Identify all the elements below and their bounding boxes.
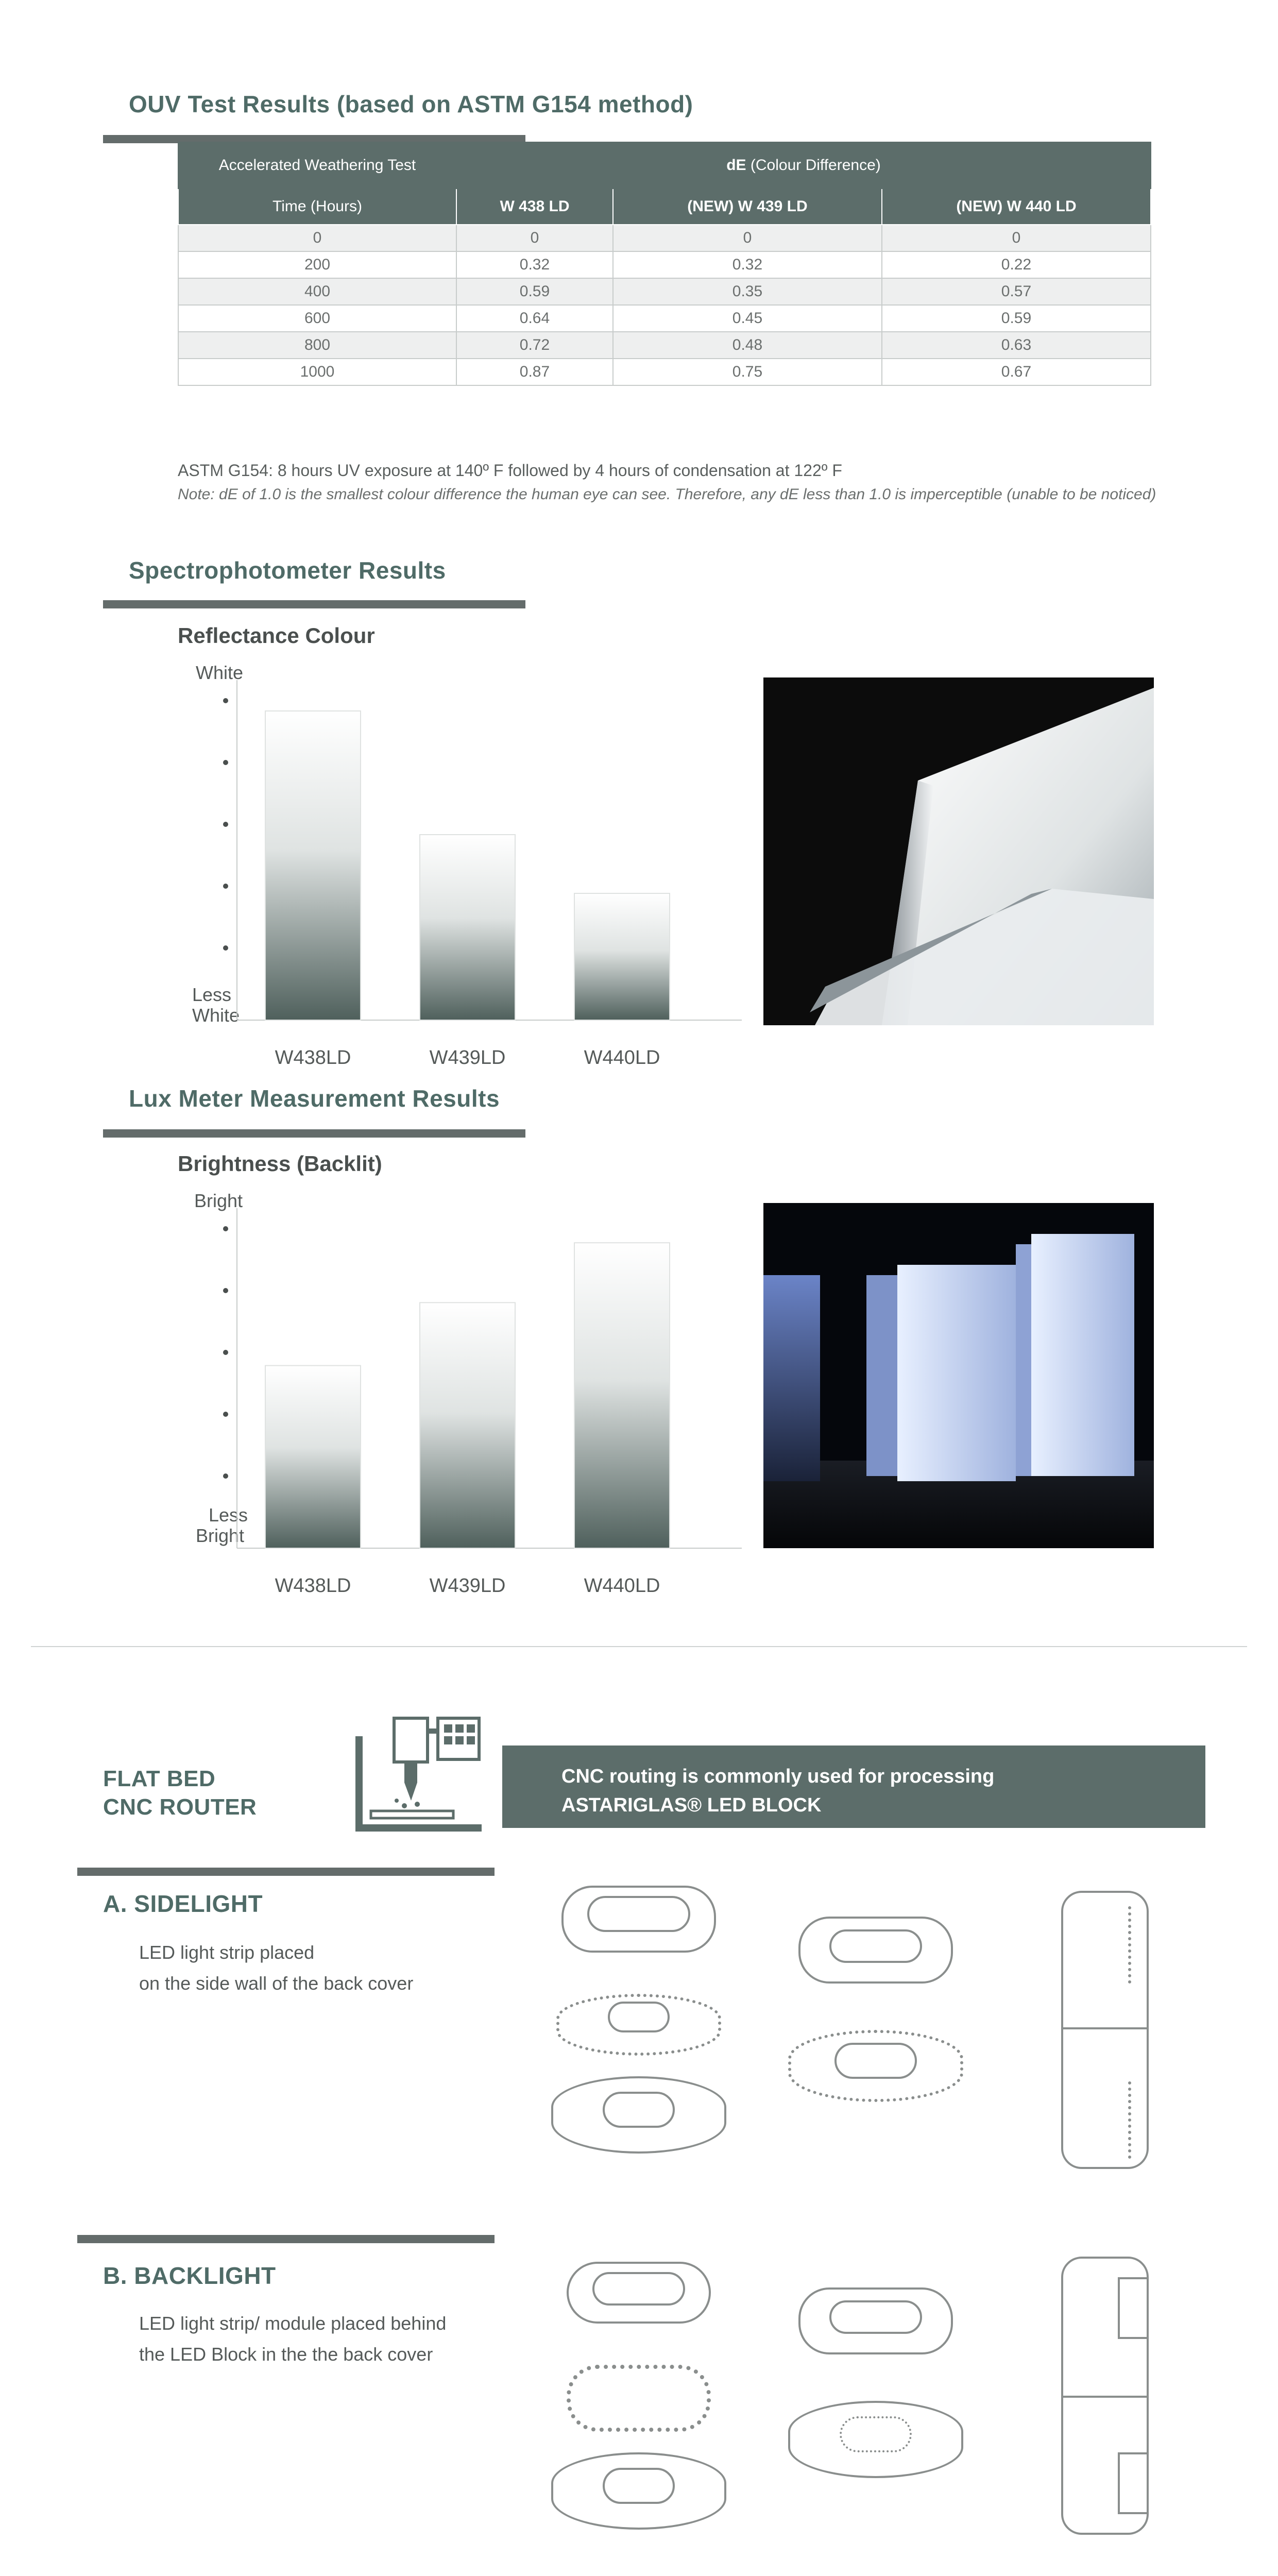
brightness-photo (763, 1203, 1154, 1548)
ouv-row (178, 251, 1151, 278)
sidelight-line-2: on the side wall of the back cover (139, 1973, 414, 1994)
brightness-category-label: W439LD (429, 1575, 506, 1597)
ouv-cell-value: 0.45 (613, 305, 882, 332)
ouv-cell-value: 0.59 (882, 305, 1151, 332)
brightness-tick-dot (223, 1226, 228, 1231)
ouv-cell-time: 400 (178, 278, 456, 305)
chart2-top-label: Bright (194, 1190, 243, 1211)
ouv-cell-value: 0.63 (882, 332, 1151, 359)
reflectance-category-label: W440LD (584, 1047, 660, 1069)
sidelight-title: A. SIDELIGHT (103, 1890, 263, 1917)
ouv-cell-value: 0.32 (613, 251, 882, 278)
reflectance-category-label: W439LD (429, 1047, 506, 1069)
ouv-row (178, 332, 1151, 359)
brightness-tick-dot (223, 1473, 228, 1479)
ouv-header-c3: (NEW) W 440 LD (882, 189, 1151, 225)
chart1-bottom-label-1: Less (192, 984, 232, 1005)
reflectance-category-label: W438LD (275, 1047, 351, 1069)
chart2-svg (178, 1188, 760, 1610)
cnc-banner-line-2: ASTARIGLAS® LED BLOCK (561, 1794, 822, 1816)
ouv-cell-value: 0.75 (613, 359, 882, 385)
chart1-svg (178, 659, 760, 1082)
ouv-cell-time: 0 (178, 225, 456, 251)
backlight-drawing-side (1061, 2257, 1149, 2535)
ouv-header-c1: W 438 LD (456, 189, 613, 225)
cnc-router-icon (355, 1716, 484, 1834)
ouv-cell-value: 0.59 (456, 278, 613, 305)
cnc-title-2: CNC ROUTER (103, 1794, 257, 1820)
backlight-title: B. BACKLIGHT (103, 2262, 276, 2289)
ouv-cell-value: 0.72 (456, 332, 613, 359)
spectro-underbar (103, 600, 525, 608)
ouv-cell-value: 0.67 (882, 359, 1151, 385)
brightness-chart (178, 1188, 760, 1610)
ouv-header-de: dE (Colour Difference) (456, 142, 1151, 189)
ouv-header-c2: (NEW) W 439 LD (613, 189, 882, 225)
reflectance-bar-w438ld (265, 711, 361, 1020)
ouv-row (178, 359, 1151, 385)
cnc-banner-line-1: CNC routing is commonly used for processing (561, 1766, 995, 1787)
chart2-bottom-label-2: Bright (196, 1525, 245, 1546)
reflectance-tick-dot (223, 760, 228, 765)
chart1-top-label: White (196, 662, 244, 683)
ouv-row (178, 225, 1151, 251)
lux-underbar (103, 1129, 525, 1138)
reflectance-tick-dot (223, 822, 228, 827)
ouv-cell-value: 0.48 (613, 332, 882, 359)
spectro-chart-title: Reflectance Colour (178, 623, 375, 648)
reflectance-tick-dot (223, 884, 228, 889)
ouv-cell-time: 800 (178, 332, 456, 359)
ouv-cell-value: 0 (613, 225, 882, 251)
backlight-line-1: LED light strip/ module placed behind (139, 2313, 447, 2334)
brightness-category-label: W440LD (584, 1575, 660, 1597)
cnc-banner (502, 1745, 1205, 1828)
ouv-note-1: ASTM G154: 8 hours UV exposure at 140º F followed by 4 hours of condensation at 122º F (178, 461, 842, 480)
backlight-drawing-exploded (551, 2262, 726, 2540)
ouv-note-2: Note: dE of 1.0 is the smallest colour difference the human eye can see. Therefore, any dE less than 1.0 is imperceptible (unable to be noticed) (178, 486, 1156, 503)
ouv-cell-value: 0 (456, 225, 613, 251)
brightness-photo-svg (763, 1203, 1154, 1548)
chart1-bottom-label-2: White (192, 1005, 240, 1026)
ouv-cell-value: 0.35 (613, 278, 882, 305)
brightness-bar-w438ld (265, 1366, 361, 1548)
chart2-bottom-label-1: Less (209, 1504, 248, 1526)
backlight-line-2: the LED Block in the the back cover (139, 2344, 433, 2365)
ouv-cell-time: 1000 (178, 359, 456, 385)
lux-title: Lux Meter Measurement Results (129, 1085, 500, 1112)
ouv-title: OUV Test Results (based on ASTM G154 method) (129, 91, 693, 117)
ouv-header-time: Time (Hours) (178, 189, 456, 225)
divider-1 (31, 1646, 1247, 1647)
sidelight-drawing-assembled (788, 1917, 963, 2148)
reflectance-photo-svg (763, 677, 1154, 1025)
reflectance-chart (178, 659, 760, 1082)
reflectance-bar-w439ld (420, 835, 515, 1020)
ouv-cell-value: 0.57 (882, 278, 1151, 305)
backlight-drawing-assembled (788, 2287, 963, 2519)
reflectance-tick-dot (223, 698, 228, 703)
spectro-title: Spectrophotometer Results (129, 557, 446, 584)
sidelight-line-1: LED light strip placed (139, 1942, 315, 1963)
ouv-cell-value: 0.87 (456, 359, 613, 385)
ouv-cell-time: 600 (178, 305, 456, 332)
brightness-tick-dot (223, 1412, 228, 1417)
ouv-cell-time: 200 (178, 251, 456, 278)
reflectance-photo (763, 677, 1154, 1025)
sidelight-drawing-side (1061, 1891, 1149, 2169)
backlight-bar (77, 2235, 495, 2243)
ouv-row (178, 305, 1151, 332)
brightness-category-label: W438LD (275, 1575, 351, 1597)
ouv-cell-value: 0 (882, 225, 1151, 251)
ouv-cell-value: 0.32 (456, 251, 613, 278)
ouv-cell-value: 0.22 (882, 251, 1151, 278)
sidelight-bar (77, 1868, 495, 1876)
brightness-bar-w439ld (420, 1302, 515, 1548)
brightness-bar-w440ld (574, 1243, 670, 1548)
brightness-tick-dot (223, 1288, 228, 1293)
reflectance-tick-dot (223, 945, 228, 951)
cnc-title-1: FLAT BED (103, 1766, 216, 1791)
ouv-cell-value: 0.64 (456, 305, 613, 332)
reflectance-bar-w440ld (574, 893, 670, 1020)
ouv-table (178, 142, 1151, 386)
brightness-tick-dot (223, 1350, 228, 1355)
ouv-header-test: Accelerated Weathering Test (178, 142, 456, 189)
sidelight-drawing-exploded (551, 1886, 726, 2174)
ouv-row (178, 278, 1151, 305)
lux-chart-title: Brightness (Backlit) (178, 1151, 382, 1176)
